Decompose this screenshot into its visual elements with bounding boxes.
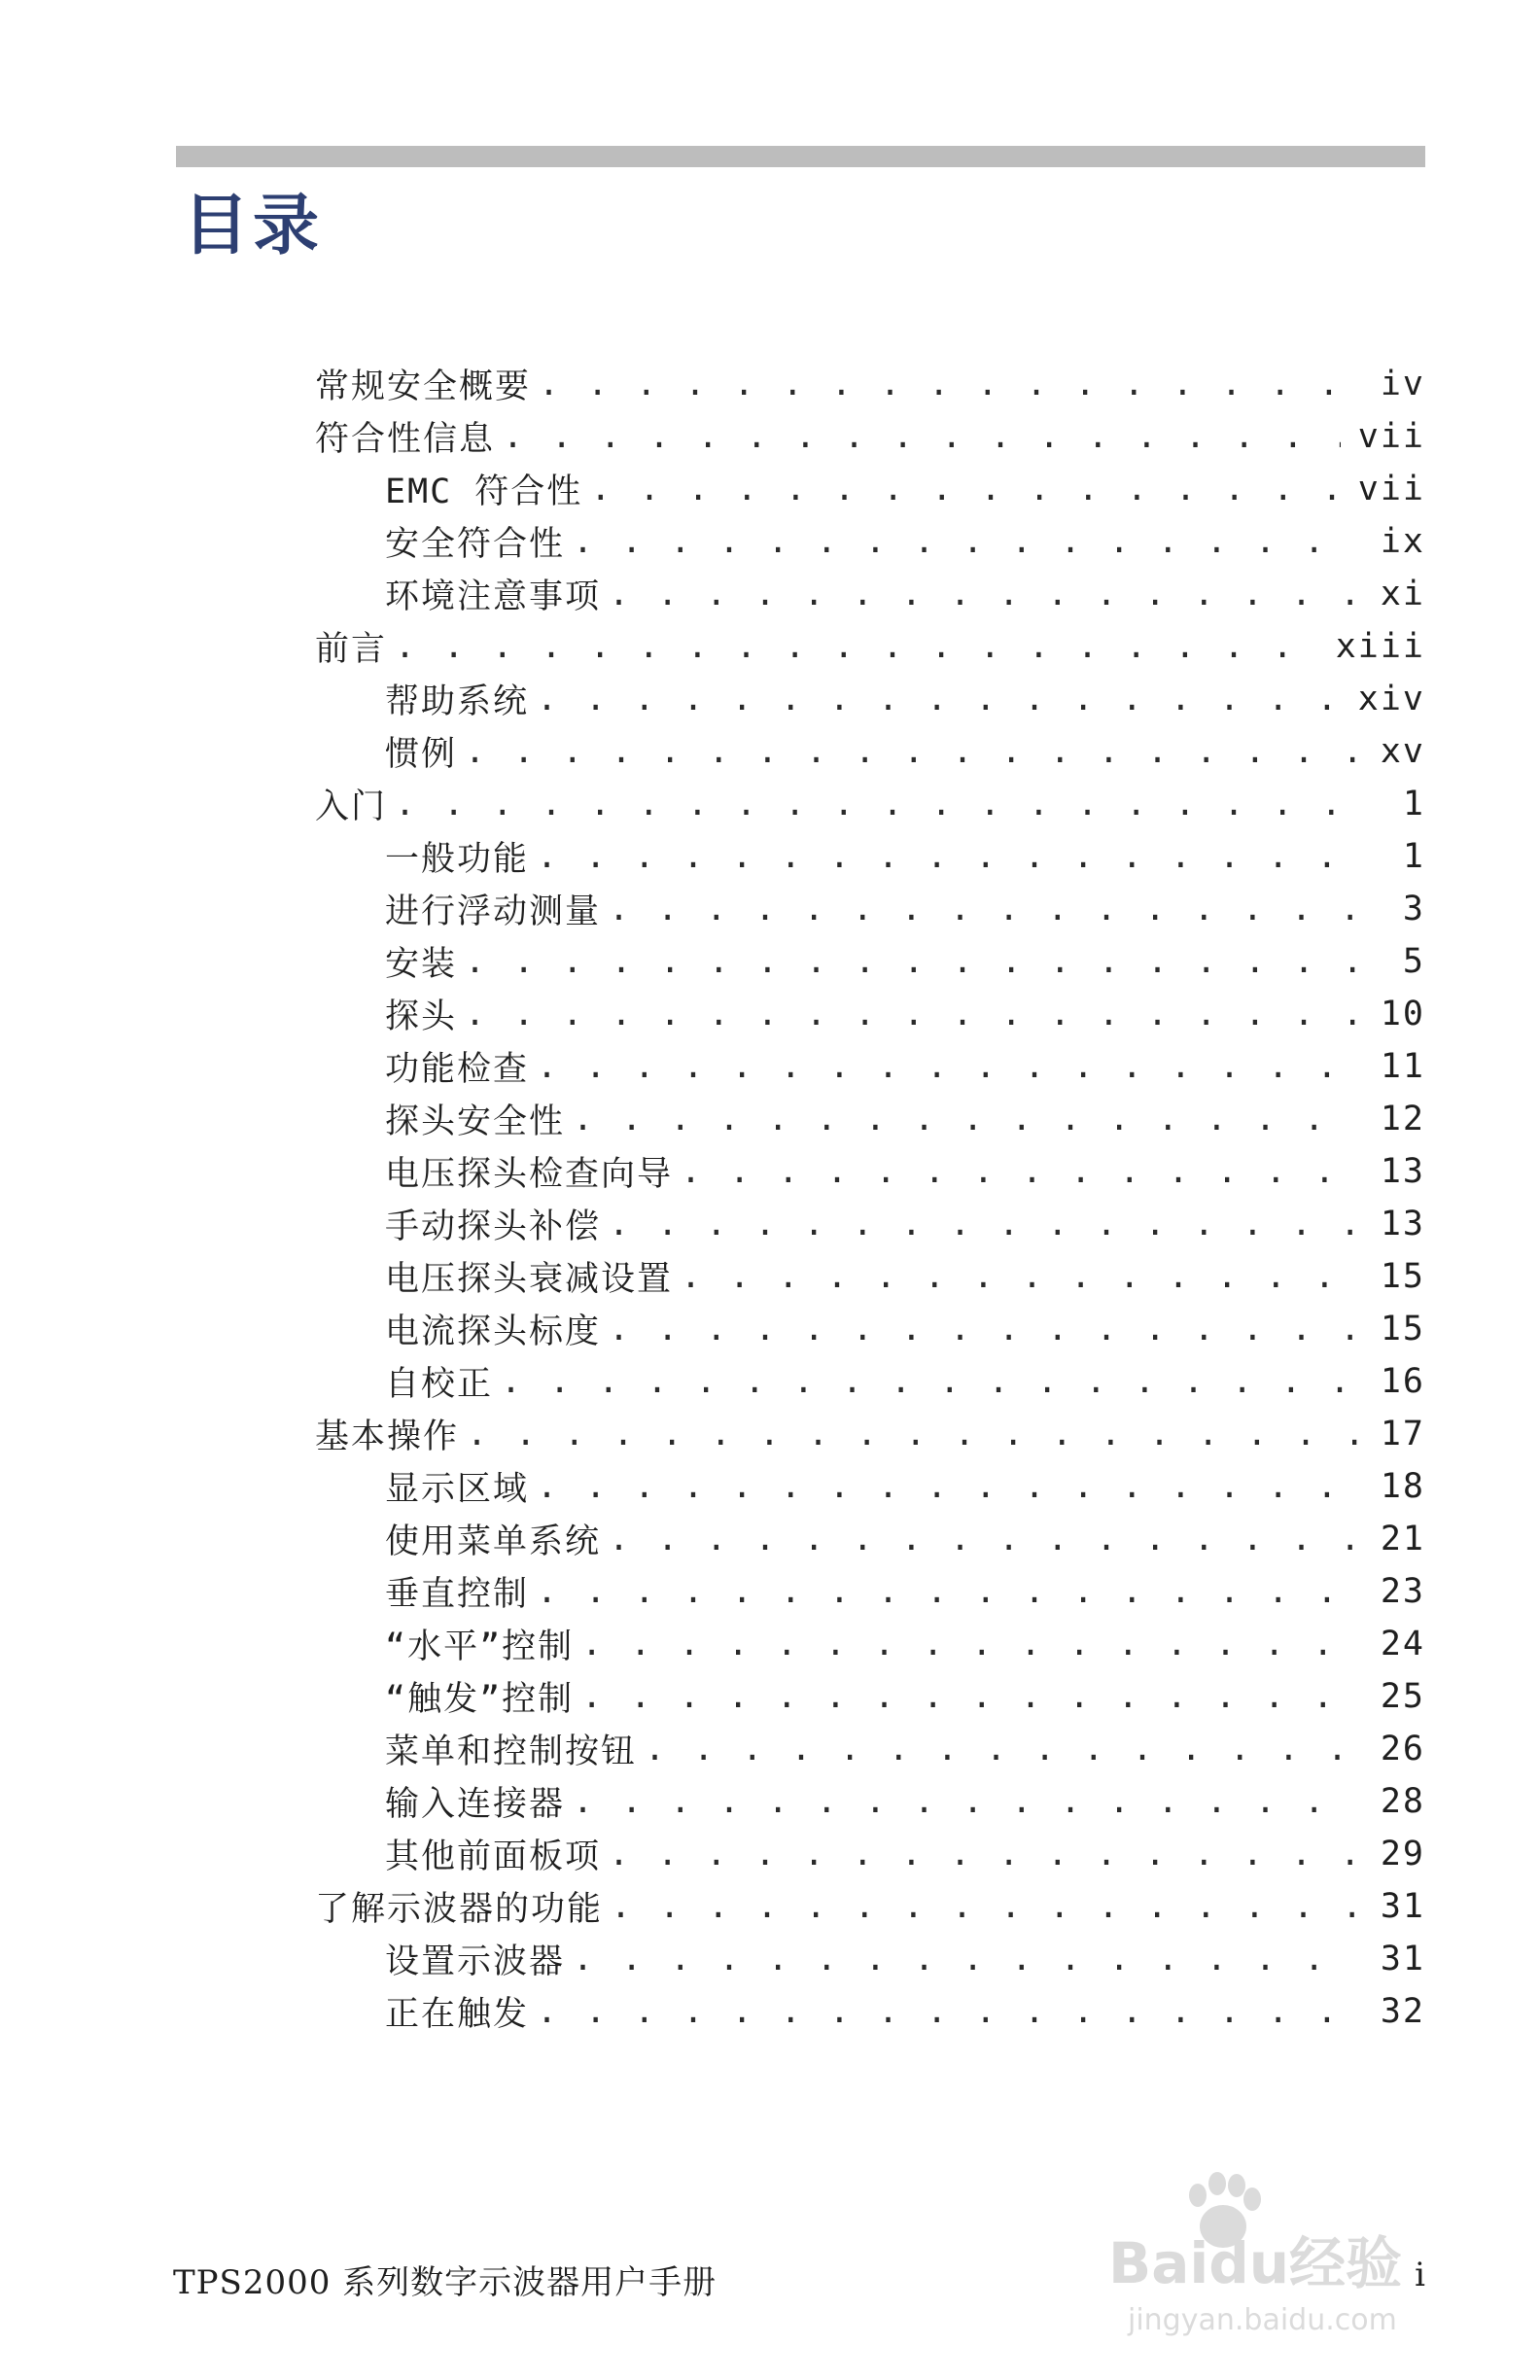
toc-entry <box>315 1198 1425 1250</box>
toc-entry-page: vii <box>1357 470 1425 508</box>
toc-dot-leader <box>573 522 1357 561</box>
toc-entry-page: 1 <box>1402 837 1425 876</box>
toc-entry-title: 垂直控制 <box>385 1575 530 1614</box>
toc-entry-title: 电压探头检查向导 <box>385 1155 674 1194</box>
toc-entry-page: 29 <box>1380 1835 1425 1873</box>
toc-dot-leader <box>681 1152 1357 1191</box>
toc-dot-leader <box>395 627 1318 666</box>
toc-entry-page: xiii <box>1335 627 1425 666</box>
toc-entry-title: 电压探头衰减设置 <box>385 1260 674 1299</box>
toc-entry <box>315 1775 1425 1828</box>
toc-dot-leader <box>573 1100 1357 1138</box>
toc-entry <box>315 725 1425 778</box>
table-of-contents <box>315 358 1425 2038</box>
toc-dot-leader <box>573 1782 1357 1821</box>
toc-entry-page: 26 <box>1380 1730 1425 1768</box>
toc-entry <box>315 778 1425 830</box>
toc-entry <box>315 673 1425 725</box>
toc-entry-title: 探头 <box>385 998 458 1036</box>
toc-entry-page: 15 <box>1380 1310 1425 1348</box>
toc-dot-leader <box>537 1992 1357 2031</box>
toc-entry-page: 15 <box>1380 1257 1425 1296</box>
toc-entry-page: 13 <box>1380 1152 1425 1191</box>
toc-entry <box>315 1408 1425 1460</box>
page-title: 目录 <box>183 188 324 264</box>
toc-entry-page: 23 <box>1380 1572 1425 1611</box>
toc-entry-page: 5 <box>1402 942 1425 981</box>
toc-entry-title: 安装 <box>385 945 458 984</box>
toc-entry-title: 惯例 <box>385 735 458 774</box>
toc-entry-title: 手动探头补偿 <box>385 1208 602 1246</box>
toc-entry <box>315 988 1425 1040</box>
toc-entry <box>315 1618 1425 1670</box>
toc-dot-leader <box>611 1887 1357 1926</box>
toc-entry <box>315 1303 1425 1355</box>
toc-entry-title: 帮助系统 <box>385 682 530 721</box>
toc-entry <box>315 1040 1425 1093</box>
header-rule <box>176 146 1425 167</box>
toc-entry-title: 使用菜单系统 <box>385 1522 602 1561</box>
toc-dot-leader <box>537 1467 1357 1506</box>
toc-entry <box>315 1565 1425 1618</box>
toc-entry-title: 安全符合性 <box>385 525 566 564</box>
toc-dot-leader <box>609 890 1357 928</box>
toc-entry <box>315 620 1425 673</box>
toc-entry-page: 31 <box>1380 1887 1425 1926</box>
toc-entry-title: 了解示波器的功能 <box>315 1890 604 1929</box>
toc-entry-page: vii <box>1357 417 1425 456</box>
toc-entry-page: 21 <box>1380 1520 1425 1558</box>
toc-entry <box>315 1933 1425 1985</box>
toc-entry <box>315 463 1425 515</box>
toc-entry <box>315 1145 1425 1198</box>
toc-entry <box>315 935 1425 988</box>
toc-dot-leader <box>501 1362 1357 1401</box>
toc-dot-leader <box>609 1835 1357 1873</box>
toc-dot-leader <box>609 575 1357 613</box>
toc-entry <box>315 568 1425 620</box>
toc-entry-page: 3 <box>1402 890 1425 928</box>
toc-entry-title: 探头安全性 <box>385 1102 566 1141</box>
toc-entry-page: 32 <box>1380 1992 1425 2031</box>
toc-entry-title: 电流探头标度 <box>385 1312 602 1351</box>
toc-entry-title: 功能检查 <box>385 1050 530 1089</box>
toc-entry-page: 16 <box>1380 1362 1425 1401</box>
toc-entry <box>315 1250 1425 1303</box>
toc-dot-leader <box>465 732 1357 771</box>
toc-dot-leader <box>537 837 1357 876</box>
toc-dot-leader <box>465 995 1357 1033</box>
toc-entry <box>315 1513 1425 1565</box>
footer-page-number: i <box>1415 2256 1425 2294</box>
toc-dot-leader <box>395 785 1357 823</box>
toc-entry-title: 入门 <box>315 788 388 826</box>
toc-entry-page: 18 <box>1380 1467 1425 1506</box>
toc-entry-title: 环境注意事项 <box>385 578 602 616</box>
toc-dot-leader <box>609 1310 1357 1348</box>
toc-entry <box>315 1828 1425 1880</box>
footer-manual-title: TPS2000 系列数字示波器用户手册 <box>173 2263 718 2302</box>
toc-entry-page: 28 <box>1380 1782 1425 1821</box>
toc-dot-leader <box>539 365 1357 403</box>
baidu-jingyan-watermark <box>1089 2149 1439 2343</box>
toc-entry <box>315 1670 1425 1723</box>
toc-entry-page: 10 <box>1380 995 1425 1033</box>
toc-entry-title: 正在触发 <box>385 1995 530 2034</box>
toc-entry <box>315 1093 1425 1145</box>
toc-entry <box>315 1460 1425 1513</box>
toc-dot-leader <box>465 942 1357 981</box>
watermark-brand-text: Baidu经验 <box>1108 2230 1403 2296</box>
toc-entry-title: 菜单和控制按钮 <box>385 1732 638 1771</box>
toc-dot-leader <box>590 470 1340 508</box>
toc-entry-title: 常规安全概要 <box>315 368 532 406</box>
toc-entry-title: 前言 <box>315 630 388 669</box>
toc-entry-title: 进行浮动测量 <box>385 892 602 931</box>
toc-dot-leader <box>537 680 1341 718</box>
toc-entry-page: 1 <box>1402 785 1425 823</box>
toc-entry <box>315 515 1425 568</box>
toc-entry-title: “触发”控制 <box>385 1680 575 1719</box>
toc-entry-title: 一般功能 <box>385 840 530 879</box>
toc-entry-title: “水平”控制 <box>385 1628 575 1666</box>
toc-entry-title: 自校正 <box>385 1365 494 1404</box>
toc-entry <box>315 358 1425 410</box>
toc-dot-leader <box>609 1520 1357 1558</box>
toc-entry <box>315 1880 1425 1933</box>
toc-entry <box>315 830 1425 883</box>
toc-entry-page: 17 <box>1380 1415 1425 1453</box>
toc-entry-page: 25 <box>1380 1677 1425 1716</box>
toc-entry-title: 设置示波器 <box>385 1942 566 1981</box>
toc-dot-leader <box>581 1625 1357 1663</box>
toc-dot-leader <box>537 1047 1357 1086</box>
toc-entry-title: 基本操作 <box>315 1418 460 1456</box>
toc-dot-leader <box>681 1257 1357 1296</box>
watermark-url-text: jingyan.baidu.com <box>1128 2303 1397 2337</box>
toc-entry <box>315 883 1425 935</box>
toc-entry-page: 13 <box>1380 1205 1425 1243</box>
toc-entry-page: ix <box>1380 522 1425 561</box>
toc-entry <box>315 410 1425 463</box>
toc-entry-title: 其他前面板项 <box>385 1838 602 1876</box>
toc-dot-leader <box>537 1572 1357 1611</box>
toc-dot-leader <box>581 1677 1357 1716</box>
toc-entry <box>315 1355 1425 1408</box>
toc-dot-leader <box>609 1205 1357 1243</box>
toc-dot-leader <box>573 1940 1357 1978</box>
toc-entry-page: 31 <box>1380 1940 1425 1978</box>
toc-entry-page: 24 <box>1380 1625 1425 1663</box>
toc-entry-page: xiv <box>1357 680 1425 718</box>
toc-entry-page: xv <box>1380 732 1425 771</box>
toc-entry-title: 符合性信息 <box>315 420 496 459</box>
toc-entry-page: xi <box>1380 575 1425 613</box>
toc-entry-title: EMC 符合性 <box>385 472 583 511</box>
toc-dot-leader <box>467 1415 1357 1453</box>
toc-entry-page: iv <box>1380 365 1425 403</box>
toc-dot-leader <box>645 1730 1357 1768</box>
toc-entry-title: 显示区域 <box>385 1470 530 1509</box>
toc-entry-page: 11 <box>1380 1047 1425 1086</box>
toc-entry-title: 输入连接器 <box>385 1785 566 1824</box>
toc-entry <box>315 1723 1425 1775</box>
toc-entry <box>315 1985 1425 2038</box>
toc-dot-leader <box>503 417 1341 456</box>
toc-entry-page: 12 <box>1380 1100 1425 1138</box>
